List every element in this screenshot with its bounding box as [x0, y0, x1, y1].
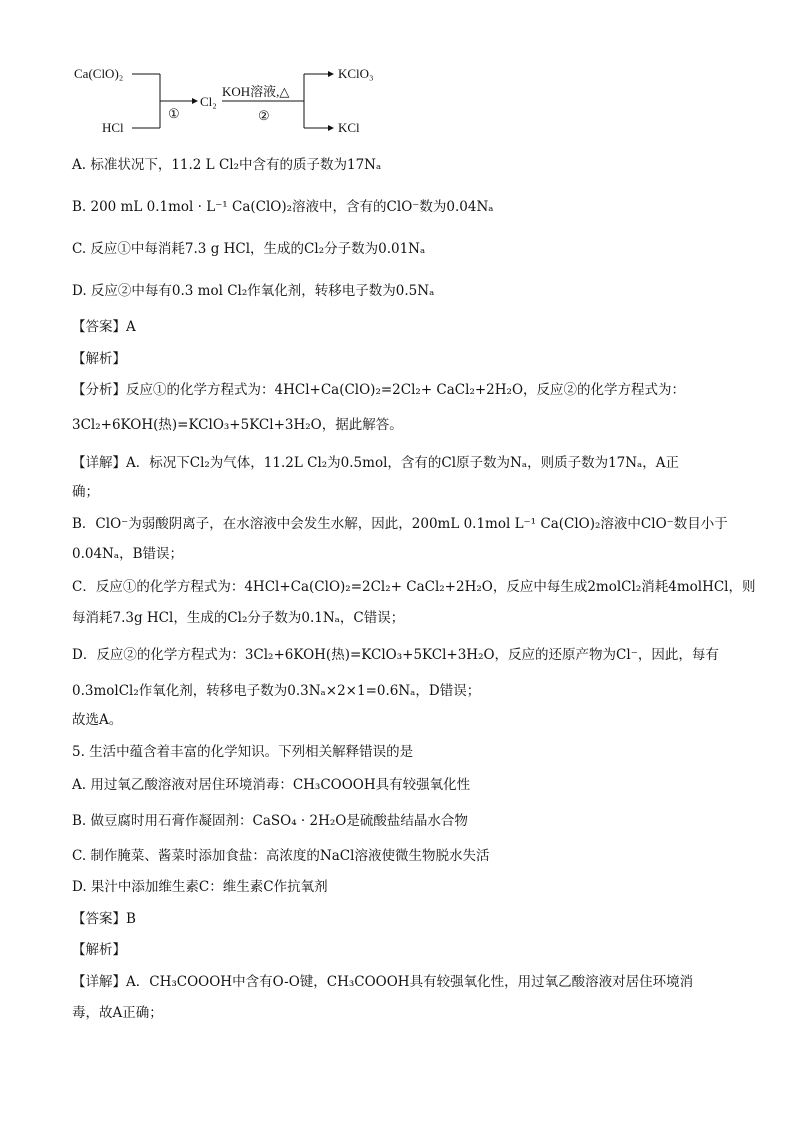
q5-answer: 【答案】B	[72, 911, 136, 927]
q4-option-d: D. 反应②中每有0.3 mol Cl₂作氧化剂，转移电子数为0.5Nₐ	[72, 283, 435, 299]
q4-detail-line-1: 【详解】A．标况下Cl₂为气体，11.2L Cl₂为0.5mol，含有的Cl原子数为Nₐ，则质子数为17Nₐ，A正	[72, 455, 680, 471]
q4-answer: 【答案】A	[72, 319, 136, 335]
split-top-head	[328, 71, 334, 77]
condition-label: KOH溶液,△	[222, 84, 290, 99]
q5-option-c: C. 制作腌菜、酱菜时添加食盐：高浓度的NaCl溶液使微生物脱水失活	[72, 848, 490, 864]
reactant-ca-clo2: Ca(ClO)₂	[74, 66, 124, 81]
q4-option-b: B. 200 mL 0.1mol · L⁻¹ Ca(ClO)₂溶液中，含有的ClO⁻数为0.04Nₐ	[72, 199, 494, 215]
q4-fenxi-line-2: 3Cl₂+6KOH(热)=KClO₃+5KCl+3H₂O，据此解答。	[72, 417, 403, 433]
q5-stem: 5. 生活中蕴含着丰富的化学知识。下列相关解释错误的是	[72, 744, 414, 760]
q4-detail-line-8: 0.3molCl₂作氧化剂，转移电子数为0.3Nₐ×2×1=0.6Nₐ，D错误；	[72, 683, 481, 699]
q5-option-d: D. 果汁中添加维生素C：维生素C作抗氧剂	[72, 879, 328, 895]
arrow-1-head	[192, 98, 198, 104]
q4-detail-line-2: 确；	[72, 484, 99, 500]
q5-detail-line-1: 【详解】A．CH₃COOOH中含有O-O键，CH₃COOOH具有较强氧化性，用过氧乙酸溶液对居住环境消	[72, 974, 694, 990]
q4-option-a: A. 标准状况下，11.2 L Cl₂中含有的质子数为17Nₐ	[72, 157, 382, 173]
q4-conclusion: 故选A。	[72, 712, 123, 728]
q4-option-c: C. 反应①中每消耗7.3 g HCl，生成的Cl₂分子数为0.01Nₐ	[72, 241, 426, 257]
product-kclo3: KClO₃	[338, 66, 374, 81]
reaction-diagram	[72, 58, 402, 138]
q5-analysis-heading: 【解析】	[72, 942, 126, 958]
q4-fenxi-line-1: 【分析】反应①的化学方程式为：4HCl+Ca(ClO)₂=2Cl₂+ CaCl₂+2H₂O，反应②的化学方程式为：	[72, 382, 686, 398]
q5-option-a: A. 用过氧乙酸溶液对居住环境消毒：CH₃COOOH具有较强氧化性	[72, 777, 471, 793]
intermediate-cl2: Cl₂	[200, 94, 217, 109]
reactant-hcl: HCl	[102, 120, 124, 135]
step-2-label: ②	[258, 108, 270, 123]
step-1-label: ①	[168, 106, 180, 121]
q4-detail-line-5: C．反应①的化学方程式为：4HCl+Ca(ClO)₂=2Cl₂+ CaCl₂+2H₂O，反应中每生成2molCl₂消耗4molHCl，则	[72, 579, 756, 595]
q5-detail-line-2: 毒，故A正确；	[72, 1005, 163, 1021]
q4-detail-line-3: B．ClO⁻为弱酸阴离子，在水溶液中会发生水解，因此，200mL 0.1mol L⁻¹ Ca(ClO)₂溶液中ClO⁻数目小于	[72, 516, 728, 532]
split-bottom-head	[328, 125, 334, 131]
q5-option-b: B. 做豆腐时用石膏作凝固剂：CaSO₄ · 2H₂O是硫酸盐结晶水合物	[72, 813, 468, 829]
product-kcl: KCl	[338, 120, 360, 135]
q4-detail-line-4: 0.04Nₐ，B错误；	[72, 546, 183, 562]
q4-detail-line-7: D．反应②的化学方程式为：3Cl₂+6KOH(热)=KClO₃+5KCl+3H₂O，反应的还原产物为Cl⁻，因此，每有	[72, 647, 719, 663]
q4-analysis-heading: 【解析】	[72, 351, 126, 367]
q4-detail-line-6: 每消耗7.3g HCl，生成的Cl₂分子数为0.1Nₐ，C错误；	[72, 610, 405, 626]
